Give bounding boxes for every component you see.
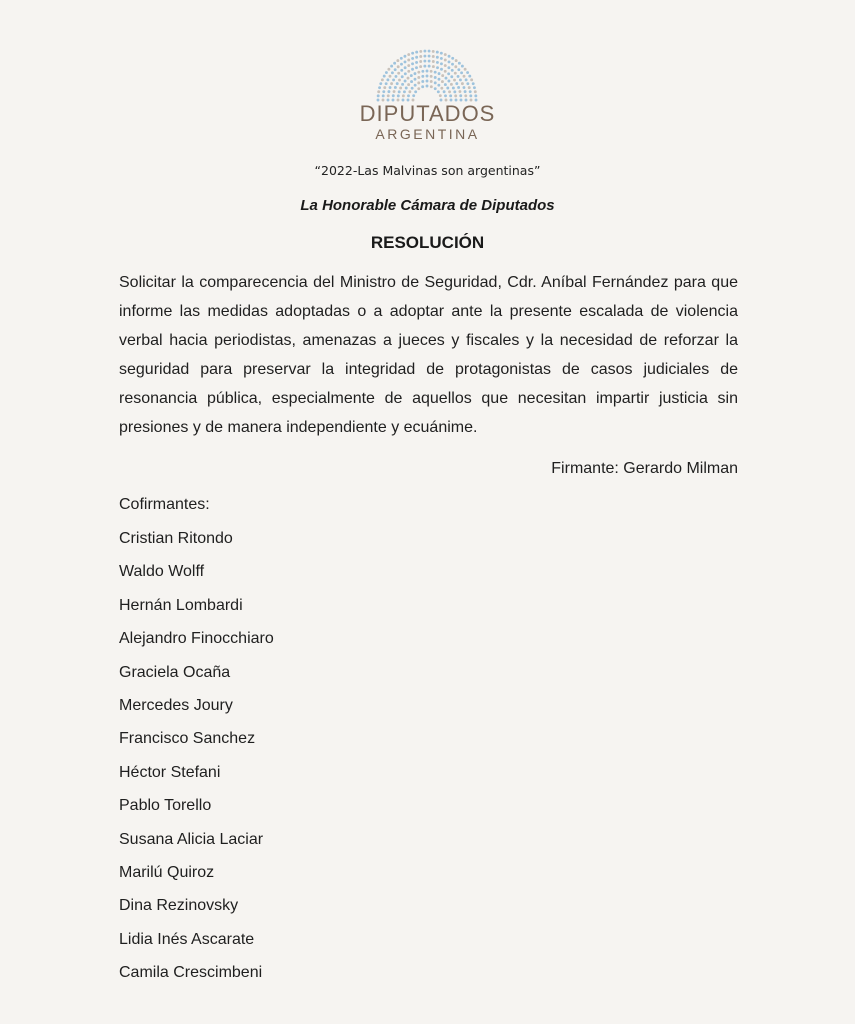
logo-dot (423, 55, 426, 58)
logo-dot (472, 82, 475, 85)
cosigner-name: Marilú Quiroz (119, 863, 215, 881)
logo-dot (450, 83, 453, 86)
document-type-heading: RESOLUCIÓN (370, 233, 485, 252)
logo-dot (474, 90, 477, 93)
logo-dot (410, 80, 413, 83)
logo-dot (457, 68, 460, 71)
logo-dot (410, 74, 413, 77)
logo-dot (440, 62, 443, 65)
logo-dot (469, 94, 472, 97)
cosigner-name: Dina Rezinovsky (119, 897, 239, 915)
logo-dot (440, 87, 443, 90)
logo-dot (459, 94, 462, 97)
logo-dot (400, 63, 403, 66)
logo-dot (473, 86, 476, 89)
logo-dot (423, 60, 426, 63)
logo-dot (464, 94, 467, 97)
logo-dot (441, 74, 444, 77)
logo-dot (440, 68, 443, 71)
logo-dot (451, 57, 454, 60)
logo-dot (440, 57, 443, 60)
logo-dot (463, 86, 466, 89)
logo-dot (397, 94, 400, 97)
logo-dot (387, 94, 390, 97)
logo-dot (428, 65, 431, 68)
logo-dot (403, 90, 406, 93)
logo-dot (474, 94, 477, 97)
logo-dot (383, 75, 386, 78)
logo-dot (404, 80, 407, 83)
logo-dot (390, 65, 393, 68)
logo-dot (428, 55, 431, 58)
cosigner-name: Alejandro Finocchiaro (119, 630, 274, 648)
logo-dot (395, 75, 398, 78)
logo-dot (443, 90, 446, 93)
logo-dot (448, 60, 451, 63)
logo-dot (444, 64, 447, 67)
cosigner-name: Hernán Lombardi (119, 596, 243, 614)
logo-subtitle: ARGENTINA (375, 126, 480, 142)
logo-dot (411, 57, 414, 60)
logo-dot (403, 55, 406, 58)
logo-dot (436, 56, 439, 59)
logo-dot (466, 71, 469, 74)
logo-dot (387, 68, 390, 71)
logo-dot (428, 50, 431, 53)
logo-dot (454, 94, 457, 97)
logo-dot (408, 90, 411, 93)
logo-dot (394, 68, 397, 71)
logo-dot (461, 82, 464, 85)
logo-dot (379, 82, 382, 85)
logo-dot (419, 60, 422, 63)
logo-dot (434, 71, 437, 74)
cosigner-name: Graciela Ocaña (119, 663, 231, 681)
logo-dot (407, 77, 410, 80)
logo-dot (412, 94, 415, 97)
logo-dot (411, 52, 414, 55)
logo-dot (448, 90, 451, 93)
logo-dot (426, 85, 429, 88)
logo-dot (432, 50, 435, 53)
cosigner-name: Camila Crescimbeni (119, 964, 263, 982)
logo-dot (398, 79, 401, 82)
logo-dot (393, 90, 396, 93)
logo-dot (468, 75, 471, 78)
logo-dot (393, 62, 396, 65)
logo-title: DIPUTADOS (359, 101, 496, 126)
logo-dot (377, 90, 380, 93)
logo-dot (411, 62, 414, 65)
logo-dot (451, 69, 454, 72)
logo-dot (398, 90, 401, 93)
logo-dot (458, 90, 461, 93)
logo-dot (440, 52, 443, 55)
logo-dot (402, 94, 405, 97)
logo-dot (414, 78, 417, 81)
logo-dot (430, 70, 433, 73)
motto-line: “2022-Las Malvinas son argentinas” (314, 163, 541, 178)
logo-dot (426, 75, 429, 78)
logo-dot (397, 65, 400, 68)
logo-dot (387, 90, 390, 93)
logo-dot (421, 80, 424, 83)
cosigners-label: Cofirmantes: (119, 496, 210, 513)
logo-dot (464, 90, 467, 93)
logo-dot (400, 57, 403, 60)
cosigner-name: Pablo Torello (119, 797, 212, 815)
logo-dot (465, 78, 468, 81)
logo-dot (460, 71, 463, 74)
logo-dot (455, 82, 458, 85)
logo-dot (414, 90, 417, 93)
cosigner-name: Héctor Stefani (119, 763, 221, 781)
logo-dot (396, 59, 399, 62)
logo-dot (397, 72, 400, 75)
logo-dot (444, 59, 447, 62)
logo-dot (407, 64, 410, 67)
cosigner-name: Francisco Sanchez (119, 730, 256, 748)
logo-dot (385, 71, 388, 74)
logo-dot (404, 72, 407, 75)
logo-dot (454, 65, 457, 68)
logo-dot (417, 71, 420, 74)
logo-dot (417, 87, 420, 90)
logo-dot (426, 70, 429, 73)
logo-dot (470, 78, 473, 81)
logo-dot (407, 94, 410, 97)
logo-dot (396, 82, 399, 85)
logo-dot (423, 65, 426, 68)
logo-dot (444, 83, 447, 86)
logo-dot (438, 72, 441, 75)
chamber-heading: La Honorable Cámara de Diputados (300, 197, 555, 214)
logo-dot (449, 94, 452, 97)
resolution-body: Solicitar la comparecencia del Ministro de Seguridad, Cdr. Aníbal Fernández para que informe las medidas adoptadas o a adoptar ante la presente escalada de violencia verbal hacia periodistas, amenazas a jueces y fiscales y la necesidad de reforzar la seguridad para preservar la integridad de protagonistas de casos judiciales de resonancia pública, especialmente de aquellos que necesitan impartir justicia sin presiones y de manera independiente y ecuánime. (119, 274, 738, 436)
logo-dot (428, 60, 431, 63)
logo-dot (378, 86, 381, 89)
logo-dot (391, 71, 394, 74)
logo-dot (430, 75, 433, 78)
logo-dot (390, 82, 393, 85)
logo-dot (400, 69, 403, 72)
logo-dot (401, 75, 404, 78)
logo-dot (432, 55, 435, 58)
logo-dot (447, 80, 450, 83)
logo-dot (445, 77, 448, 80)
logo-dot (414, 72, 417, 75)
logo-dot (426, 80, 429, 83)
logo-dot (444, 94, 447, 97)
logo-dot (415, 51, 418, 54)
logo-dot (437, 84, 440, 87)
logo-dot (468, 86, 471, 89)
logo-dot (421, 70, 424, 73)
logo-dot (383, 86, 386, 89)
logo-dot (436, 61, 439, 64)
diputados-hemicycle-logo (357, 48, 497, 104)
logo-dot (439, 94, 442, 97)
logo-dot (385, 82, 388, 85)
logo-dot (407, 83, 410, 86)
logo-dot (436, 66, 439, 69)
logo-dot (419, 65, 422, 68)
cosigner-name: Lidia Inés Ascarate (119, 930, 255, 948)
logo-dot (382, 90, 385, 93)
logo-dot (419, 55, 422, 58)
logo-dot (438, 78, 441, 81)
logo-dot (421, 75, 424, 78)
logo-dot (458, 62, 461, 65)
logo-dot (452, 87, 455, 90)
logo-dot (394, 86, 397, 89)
logo-dot (399, 87, 402, 90)
logo-dot (444, 70, 447, 73)
logo-dot (405, 87, 408, 90)
logo-dot (434, 81, 437, 84)
cosigner-name: Susana Alicia Laciar (119, 830, 264, 848)
logo-dot (423, 50, 426, 53)
logo-dot (389, 86, 392, 89)
logo-dot (421, 85, 424, 88)
logo-dot (407, 70, 410, 73)
cosigner-name: Mercedes Joury (119, 696, 233, 714)
logo-dot (404, 60, 407, 63)
logo-dot (455, 59, 458, 62)
logo-dot (415, 66, 418, 69)
logo-dot (392, 94, 395, 97)
logo-dot (404, 66, 407, 69)
logo-dot (446, 87, 449, 90)
logo-dot (432, 60, 435, 63)
logo-dot (392, 78, 395, 81)
logo-dot (417, 76, 420, 79)
logo-dot (441, 80, 444, 83)
logo-dot (466, 82, 469, 85)
logo-dot (430, 80, 433, 83)
logo-dot (411, 87, 414, 90)
logo-dot (454, 72, 457, 75)
logo-dot (401, 83, 404, 86)
logo-dot (419, 50, 422, 53)
logo-dot (411, 68, 414, 71)
cosigners-list (119, 529, 274, 996)
logo-dot (461, 65, 464, 68)
logo-dot (447, 72, 450, 75)
logo-dot (457, 75, 460, 78)
logo-dot (453, 90, 456, 93)
logo-dot (434, 76, 437, 79)
logo-dot (459, 78, 462, 81)
logo-dot (464, 68, 467, 71)
signer-line: Firmante: Gerardo Milman (551, 460, 738, 477)
cosigner-name: Waldo Wolff (119, 563, 205, 581)
logo-dot (386, 78, 389, 81)
logo-dot (448, 55, 451, 58)
logo-dot (415, 56, 418, 59)
logo-dot (437, 90, 440, 93)
logo-dot (417, 81, 420, 84)
logo-dot (381, 78, 384, 81)
logo-dot (434, 87, 437, 90)
logo-dot (444, 53, 447, 56)
logo-dot (407, 53, 410, 56)
logo-dot (414, 84, 417, 87)
logo-dot (450, 75, 453, 78)
logo-dot (377, 94, 380, 97)
logo-dot (407, 59, 410, 62)
logo-dot (453, 79, 456, 82)
logo-dot (469, 90, 472, 93)
logo-dot (447, 66, 450, 69)
logo-dot (382, 94, 385, 97)
logo-dot (436, 51, 439, 54)
logo-dot (415, 61, 418, 64)
logo-dot (389, 75, 392, 78)
logo-dot (463, 75, 466, 78)
logo-dot (432, 65, 435, 68)
logo-dot (457, 86, 460, 89)
logo-dot (430, 85, 433, 88)
cosigner-name: Cristian Ritondo (119, 530, 233, 547)
logo-dot (451, 63, 454, 66)
